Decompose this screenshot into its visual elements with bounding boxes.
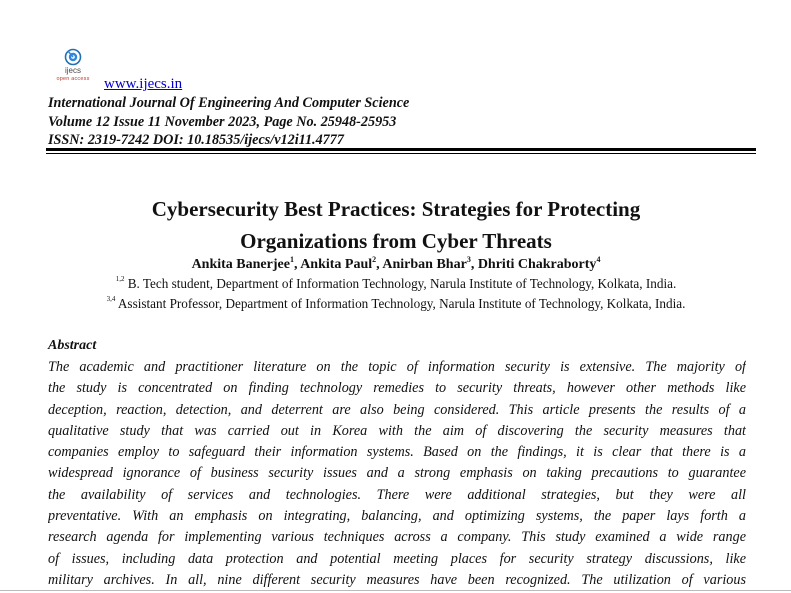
- abstract-line: preventative. With an emphasis on integrating, balancing, and optimizing systems, the paper lays forth a: [48, 508, 746, 525]
- issue-info: Volume 12 Issue 11 November 2023, Page No. 25948-25953: [48, 114, 397, 130]
- journal-website-link[interactable]: www.ijecs.in: [104, 76, 183, 92]
- author: Ankita Paul$^2$,: [300, 255, 383, 272]
- header-rule-thick: [46, 148, 756, 151]
- abstract-line: The academic and practitioner literature on the topic of information security is extensive. The majority of: [48, 359, 746, 375]
- ijecs-logo-icon: [64, 48, 82, 66]
- header-rule-thin: [46, 153, 756, 154]
- abstract-line: the study is concentrated on finding technology remedies to security threats, however other methods like: [48, 380, 746, 397]
- abstract-line: deception, reaction, detection, and deterrent are also being considered. This article presents the results of a: [48, 401, 746, 418]
- page-bottom-edge: [0, 590, 791, 591]
- abstract-heading: Abstract: [48, 338, 97, 353]
- paper-title-line-1: Cybersecurity Best Practices: Strategies for Protecting: [151, 197, 641, 221]
- abstract-body: [48, 357, 746, 591]
- author: Anirban Bhar$^3$,: [382, 255, 478, 272]
- logo-tagline: open access: [56, 76, 90, 82]
- author-list: [46, 255, 746, 272]
- abstract-line: qualitative study that was carried out in Korea with the aim of discovering the security measures that: [48, 422, 746, 439]
- author: Ankita Banerjee$^1$,: [191, 255, 301, 272]
- paper-title-line-2: Organizations from Cyber Threats: [240, 229, 552, 253]
- affiliation-faculty: $^{3,4}$ Assistant Professor, Department of Information Technology, Narula Institute of Technology, Kolkata, India.: [106, 295, 686, 311]
- issn-doi: ISSN: 2319-7242 DOI: 10.18535/ijecs/v12i11.4777: [48, 132, 344, 148]
- abstract-line: companies employ to safeguard their information systems. Based on the findings, it is clear that there is a: [48, 444, 746, 461]
- journal-name: International Journal Of Engineering And Computer Science: [48, 95, 410, 111]
- author: Dhriti Chakraborty$^4$: [477, 255, 601, 272]
- abstract-line: the availability of services and technologies. There were additional strategies, but they were all: [48, 486, 746, 503]
- journal-logo: [50, 48, 96, 88]
- abstract-line: of issues, including data protection and potential meeting places for security strategy discussions, like: [48, 550, 746, 567]
- logo-name: ijecs: [64, 66, 81, 75]
- abstract-line: military archives. In all, nine different security measures have been recognized. The utilization of various: [48, 571, 746, 588]
- abstract-line: widespread ignorance of business security issues and a strong emphasis on taking precautions to guarantee: [48, 465, 746, 482]
- affiliation-students: $^{1,2}$ B. Tech student, Department of Information Technology, Narula Institute of Technology, Kolkata, India.: [115, 275, 677, 291]
- abstract-line: research agenda for implementing various techniques across a company. This study examined a wide range: [48, 529, 746, 546]
